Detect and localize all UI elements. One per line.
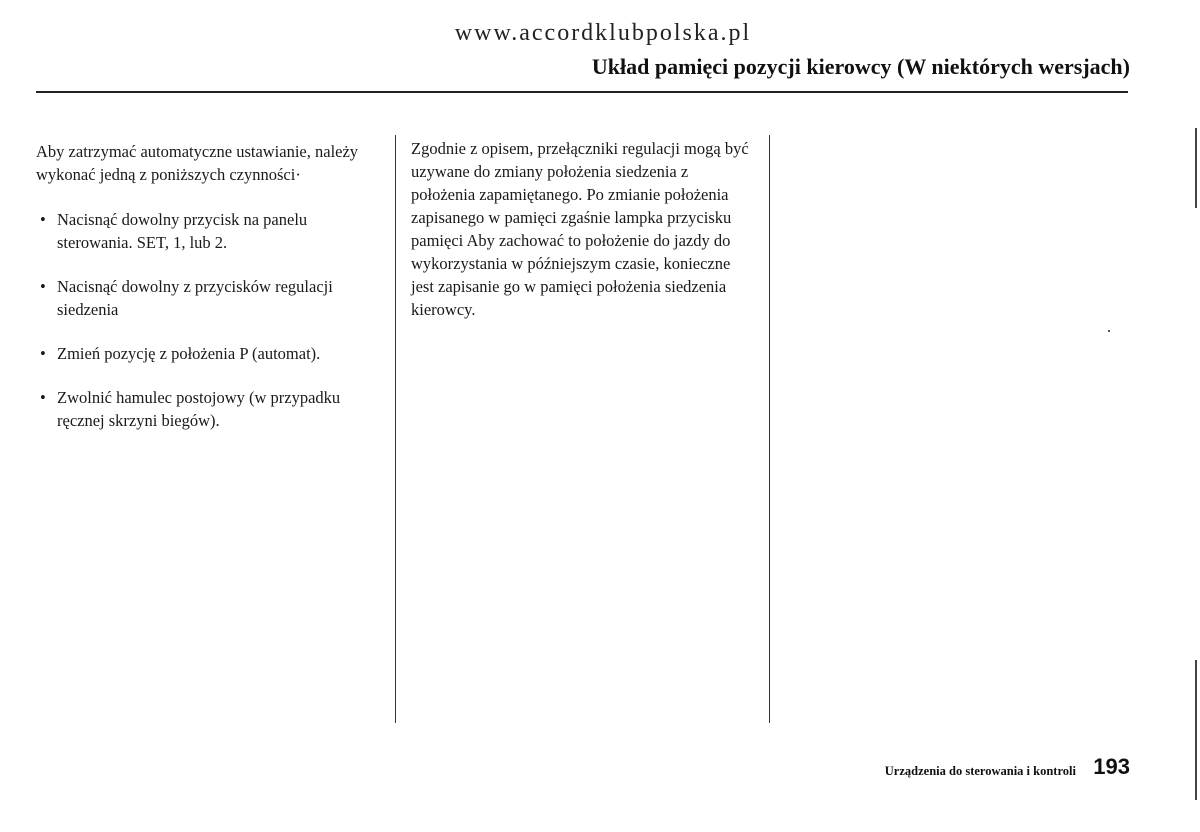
left-column: [36, 140, 386, 432]
page-number: 193: [1093, 754, 1130, 779]
bullet-item: [36, 208, 386, 254]
page-edge-mark: [1195, 128, 1197, 208]
bullet-text: Zmień pozycję z położenia P (automat).: [57, 344, 321, 363]
scan-speck: [1108, 330, 1110, 332]
section-title: Układ pamięci pozycji kierowcy (W niektórych wersjach): [591, 54, 1130, 79]
bullet-list: [36, 208, 386, 432]
header-rule: [36, 91, 1128, 93]
bullet-item: [36, 275, 386, 321]
bullet-item: [36, 386, 386, 432]
footer-section-name: Urządzenia do sterowania i kontroli: [884, 764, 1076, 778]
middle-column: [411, 137, 756, 321]
site-url: www.accordklubpolska.pl: [454, 20, 752, 46]
intro-paragraph: Aby zatrzymać automatyczne ustawianie, należy wykonać jedną z poniższych czynności·: [36, 142, 359, 184]
bullet-dot: •: [40, 277, 46, 296]
middle-paragraph: Zgodnie z opisem, przełączniki regulacji mogą być uzywane do zmiany położenia siedzenia z położenia zapamiętanego. Po zmianie położenia zapisanego w pamięci zgaśnie lampka przycisku pamięci Aby zachować to położenie do jazdy do wykorzystania w późniejszym czasie, konieczne jest zapisanie go w pamięci położenia siedzenia kierowcy.: [411, 139, 749, 319]
column-divider: [769, 135, 770, 723]
bullet-text: Nacisnąć dowolny przycisk na panelu sterowania. SET, 1, lub 2.: [57, 210, 308, 252]
page-edge-mark: [1195, 660, 1197, 800]
column-divider: [395, 135, 396, 723]
bullet-dot: •: [40, 344, 46, 363]
bullet-text: Zwolnić hamulec postojowy (w przypadku ręcznej skrzyni biegów).: [57, 388, 341, 430]
bullet-dot: •: [40, 388, 46, 407]
bullet-text: Nacisnąć dowolny z przycisków regulacji siedzenia: [57, 277, 333, 319]
bullet-item: [36, 342, 386, 365]
bullet-dot: •: [40, 210, 46, 229]
